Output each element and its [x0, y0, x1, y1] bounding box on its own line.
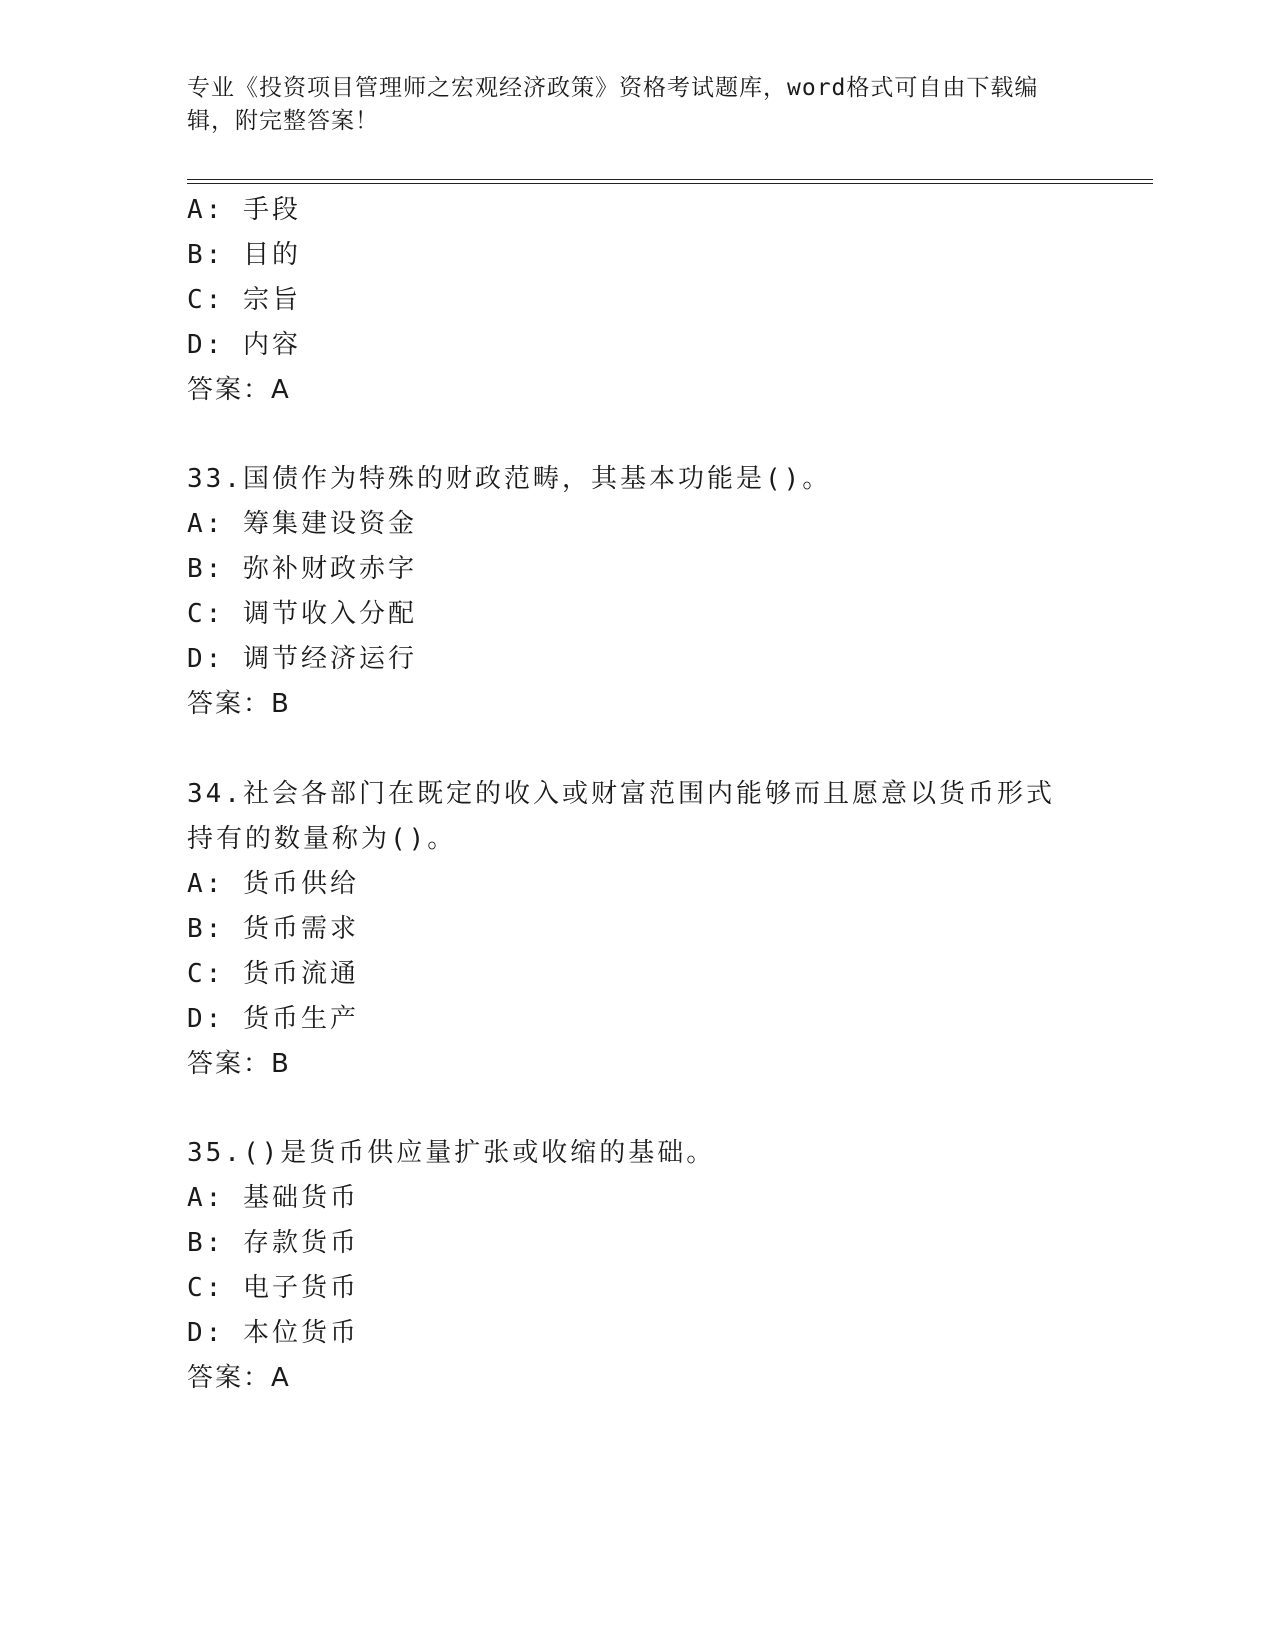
option-d: D: 内容 — [187, 330, 301, 360]
option-d: D: 本位货币 — [187, 1318, 359, 1348]
option-c: C: 调节收入分配 — [187, 599, 417, 629]
option-b: B: 存款货币 — [187, 1228, 359, 1258]
header-divider-top — [187, 179, 1153, 180]
question-35: 35.()是货币供应量扩张或收缩的基础。 — [187, 1138, 716, 1168]
question-34: 34.社会各部门在既定的收入或财富范围内能够而且愿意以货币形式持有的数量称为()。 — [187, 779, 1055, 854]
option-c: C: 电子货币 — [187, 1273, 359, 1303]
option-a: A: 手段 — [187, 195, 301, 225]
option-a: A: 筹集建设资金 — [187, 509, 417, 539]
option-c: C: 宗旨 — [187, 285, 301, 315]
answer-label: 答案：A — [187, 1363, 291, 1393]
option-b: B: 目的 — [187, 240, 301, 270]
answer-label: 答案：B — [187, 1049, 291, 1079]
answer-label: 答案：A — [187, 375, 291, 405]
answer-label: 答案：B — [187, 689, 291, 719]
option-d: D: 货币生产 — [187, 1004, 359, 1034]
option-a: A: 基础货币 — [187, 1183, 359, 1213]
question-33: 33.国债作为特殊的财政范畴，其基本功能是()。 — [187, 464, 832, 494]
header-divider-bottom — [187, 183, 1153, 184]
option-a: A: 货币供给 — [187, 869, 359, 899]
option-b: B: 弥补财政赤字 — [187, 554, 417, 584]
option-b: B: 货币需求 — [187, 914, 359, 944]
option-c: C: 货币流通 — [187, 959, 359, 989]
document-header: 专业《投资项目管理师之宏观经济政策》资格考试题库，word格式可自由下载编辑，附完整答案！ — [187, 75, 1039, 134]
option-d: D: 调节经济运行 — [187, 644, 417, 674]
